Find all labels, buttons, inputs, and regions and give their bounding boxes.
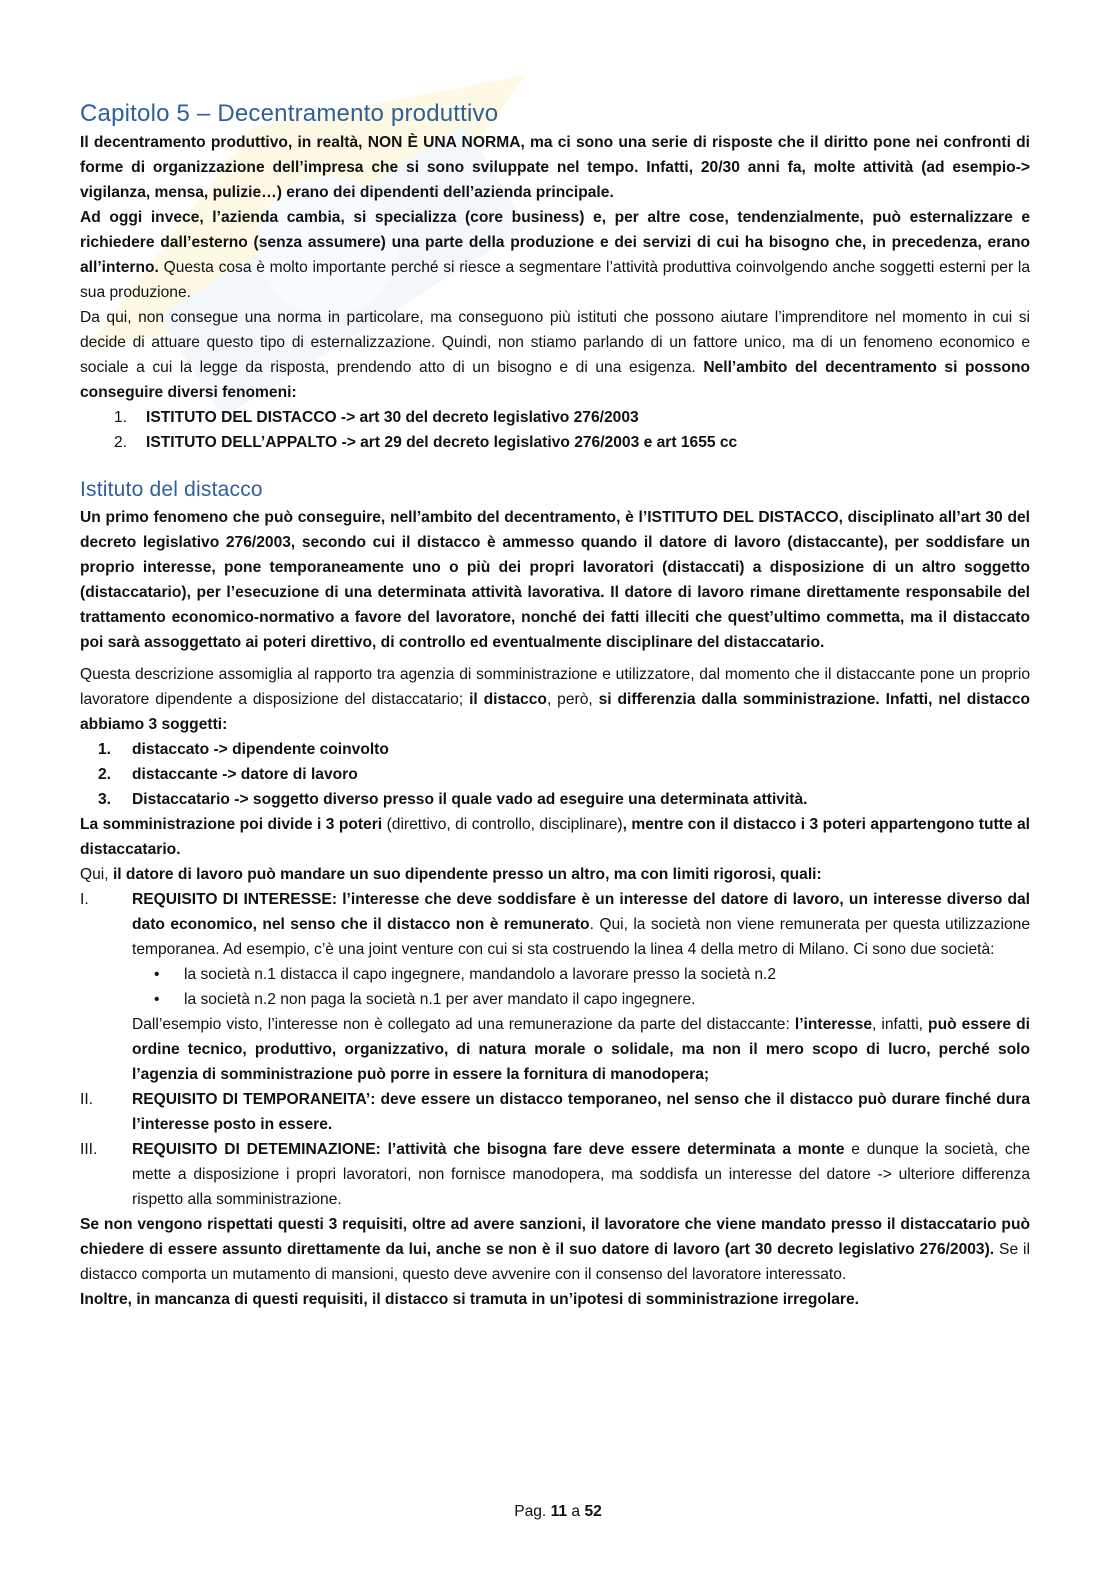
distacco-paragraph-3: La somministrazione poi divide i 3 poteri (direttivo, di controllo, disciplinare), mentre con il distacco i 3 poteri appartengono tutte al distaccatario.: [80, 816, 1030, 858]
section-title: Istituto del distacco: [80, 478, 263, 501]
intro-paragraph-3: Da qui, non consegue una norma in particolare, ma conseguono più istituti che possono aiutare l’imprenditore nel momento in cui si decide di attuare questo tipo di esternalizzazione. Quindi, non stiamo parlando di un fattore unico, ma di un fenomeno economico e sociale a cui la legge da risposta, prendendo atto di un bisogno e di una esigenza. Nell’ambito del decentramento si possono conseguire diversi fenomeni:: [80, 309, 1030, 401]
distacco-paragraph-6: Inoltre, in mancanza di questi requisiti, il distacco si tramuta in un’ipotesi di somministrazione irregolare.: [80, 1291, 859, 1308]
bullet-item: • la società n.1 distacca il capo ingegnere, mandandolo a lavorare presso la società n.2: [132, 962, 1030, 987]
page-number: 11: [550, 1503, 568, 1520]
list-item: 1. ISTITUTO DEL DISTACCO -> art 30 del decreto legislativo 276/2003: [114, 409, 639, 426]
intro-paragraph-2: Ad oggi invece, l’azienda cambia, si specializza (core business) e, per altre cose, tendenzialmente, può esternalizzare e richiedere dall’esterno (senza assumere) una parte della produzione e dei servizi di cui ha bisogno che, in precedenza, erano all’interno. Questa cosa è molto importante perché si riesce a segmentare l’attività produttiva coinvolgendo anche soggetti esterni per la sua produzione.: [80, 209, 1030, 301]
list-item: 3. Distaccatario -> soggetto diverso presso il quale vado ad eseguire una determinata attività.: [98, 791, 808, 808]
distacco-paragraph-1: Un primo fenomeno che può conseguire, nell’ambito del decentramento, è l’ISTITUTO DEL DISTACCO, disciplinato all’art 30 del decreto legislativo 276/2003, secondo cui il distacco è ammesso quando il datore di lavoro (distaccante), per soddisfare un proprio interesse, pone temporaneamente uno o più dei propri lavoratori (distaccati) a disposizione di un altro soggetto (distaccatario), per l’esecuzione di una determinata attività lavorativa. Il datore di lavoro rimane direttamente responsabile del trattamento economico-normativo a favore del lavoratore, nonché dei fatti illeciti che quest’ultimo commetta, ma il distaccato poi sarà assoggettato ai poteri direttivo, di controllo ed eventualmente disciplinare del distaccatario.: [80, 509, 1030, 651]
distacco-paragraph-5: Se non vengono rispettati questi 3 requisiti, oltre ad avere sanzioni, il lavoratore che viene mandato presso il distaccatario può chiedere di essere assunto direttamente da lui, anche se non è il suo datore di lavoro (art 30 decreto legislativo 276/2003). Se il distacco comporta un mutamento di mansioni, questo deve avvenire con il consenso del lavoratore interessato.: [80, 1216, 1030, 1283]
page-footer: Pag. 11 a 52: [514, 1503, 602, 1520]
distacco-paragraph-2: Questa descrizione assomiglia al rapporto tra agenzia di somministrazione e utilizzatore, dal momento che il distaccante pone un proprio lavoratore dipendente a disposizione del distaccatario; il distacco, però, si differenzia dalla somministrazione. Infatti, nel distacco abbiamo 3 soggetti:: [80, 666, 1031, 733]
distacco-paragraph-4: Qui, il datore di lavoro può mandare un suo dipendente presso un altro, ma con limiti rigorosi, quali:: [80, 866, 822, 883]
intro-paragraph-1: Il decentramento produttivo, in realtà, NON È UNA NORMA, ma ci sono una serie di risposte che il diritto pone nei confronti di forme di organizzazione dell’impresa che si sono sviluppate nel tempo. Infatti, 20/30 anni fa, molte attività (ad esempio-> vigilanza, mensa, pulizie…) erano dei dipendenti dell’azienda principale.: [80, 134, 1030, 201]
chapter-title: Capitolo 5 – Decentramento produttivo: [80, 100, 499, 127]
example-bullets: [132, 962, 1030, 1012]
institutes-list: [80, 405, 1030, 455]
document-page: [80, 98, 1030, 1312]
requirement-temporaneita: II. REQUISITO DI TEMPORANEITA’: deve essere un distacco temporaneo, nel senso che il distacco può durare finché dura l’interesse posto in essere.: [80, 1091, 1030, 1133]
bullet-icon: •: [154, 991, 160, 1008]
bullet-item: • la società n.2 non paga la società n.1 per aver mandato il capo ingegnere.: [132, 987, 1030, 1012]
list-item: 2. distaccante -> datore di lavoro: [98, 766, 358, 783]
requirement-determinazione: III. REQUISITO DI DETEMINAZIONE: l’attività che bisogna fare deve essere determinata a monte e dunque la società, che mette a disposizione i propri lavoratori, non fornisce manodopera, ma soddisfa un interesse del datore -> ulteriore differenza rispetto alla somministrazione.: [80, 1141, 1030, 1208]
bullet-icon: •: [154, 966, 160, 983]
list-item: 1. distaccato -> dipendente coinvolto: [98, 741, 389, 758]
page-total: 52: [584, 1503, 602, 1520]
subjects-list: [80, 737, 1030, 812]
list-item: 2. ISTITUTO DELL’APPALTO -> art 29 del decreto legislativo 276/2003 e art 1655 cc: [114, 434, 738, 451]
requirement-interesse: I. REQUISITO DI INTERESSE: l’interesse che deve soddisfare è un interesse del datore di lavoro, un interesse diverso dal dato economico, nel senso che il distacco non è remunerato. Qui, la società non viene remunerata per questa utilizzazione temporanea. Ad esempio, c’è una joint venture con cui si sta costruendo la linea 4 della metro di Milano. Ci sono due società: • la società n.1 distacca il capo ingegnere, mandandolo a lavorare presso la società n.2 • la società n.2 non paga la società n.1 per aver mandato il capo ingegnere. Dall’esempio visto, l’interesse non è collegato ad una remunerazione da parte del distaccante: l’interesse, infatti, può essere di ordine tecnico, produttivo, organizzativo, di natura morale o solidale, ma non il mero scopo di lucro, perché solo l’agenzia di somministrazione può porre in essere la fornitura di manodopera;: [80, 891, 1031, 1083]
requirements-list: [80, 887, 1030, 1212]
